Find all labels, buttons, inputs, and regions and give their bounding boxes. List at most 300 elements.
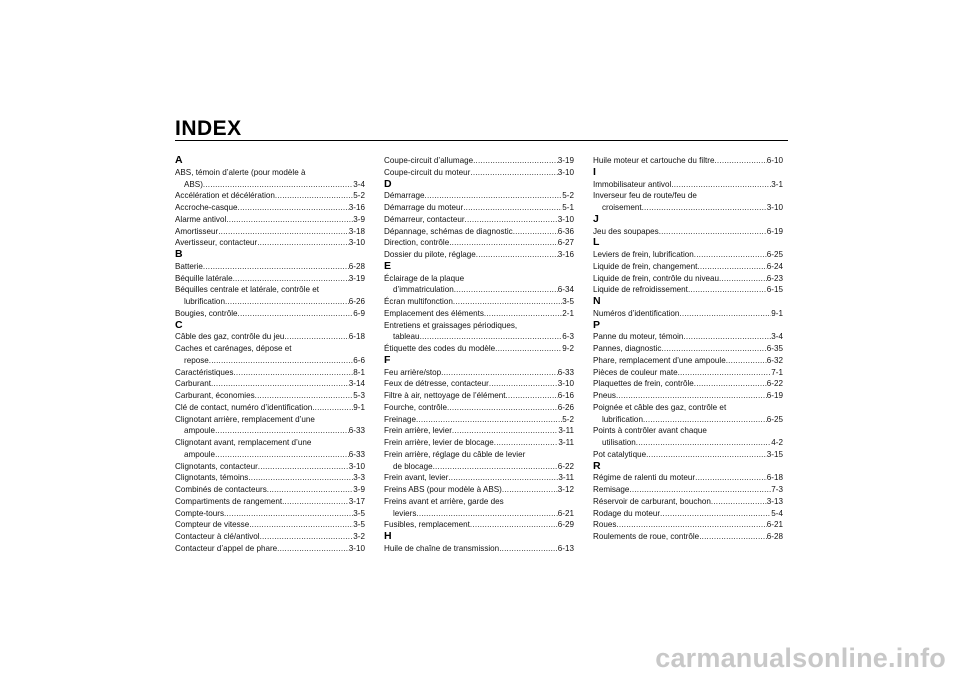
dot-leader [312, 402, 353, 414]
index-entry [175, 296, 365, 308]
index-entry [175, 190, 365, 202]
index-entry-text: Entretiens et graissages périodiques, [384, 320, 518, 330]
dot-leader [470, 519, 558, 531]
index-entry-page: 3-13 [766, 496, 783, 506]
index-entry [175, 214, 365, 226]
index-entry [593, 331, 783, 343]
index-entry-page: 7-1 [771, 367, 783, 377]
index-entry-text: Poignée et câble des gaz, contrôle et [593, 402, 727, 412]
dot-leader [499, 543, 558, 555]
index-entry-page: 3-2 [353, 532, 365, 541]
index-entry-page: 3-19 [557, 156, 574, 165]
index-section-letter: I [593, 165, 596, 178]
dot-leader [494, 437, 559, 449]
index-entry-page: 3-4 [353, 179, 365, 189]
index-entry-page: 3-10 [348, 461, 365, 471]
index-entry-label: Démarrage du moteur [384, 203, 464, 212]
index-entry-label: Démarrage [384, 191, 425, 201]
index-entry-label: Contacteur d’appel de phare [175, 543, 278, 553]
index-entry-label: Roulements de roue, contrôle [593, 532, 700, 541]
index-entry [593, 484, 783, 496]
index-entry-page: 3-14 [348, 379, 365, 389]
index-entry [175, 261, 365, 273]
index-entry-label: Frein avant, levier [384, 473, 449, 483]
index-entry-label: Remisage [593, 485, 630, 494]
index-entry [175, 202, 365, 214]
index-entry-label: Filtre à air, nettoyage de l’élément [384, 391, 506, 400]
dot-leader [629, 484, 771, 496]
index-entry-label: Frein arrière, levier de blocage [384, 438, 494, 447]
index-entry-label: Liquide de frein, changement [593, 261, 698, 271]
dot-leader [694, 249, 767, 261]
index-entry [593, 496, 783, 508]
index-entry-page: 5-2 [562, 414, 574, 424]
index-section-letter: L [593, 236, 600, 249]
index-entry-page: 6-28 [348, 261, 365, 271]
index-section-letter: H [384, 530, 392, 542]
index-entry [175, 484, 365, 496]
index-entry-page: 6-18 [348, 332, 365, 342]
index-entry-page: 6-6 [353, 355, 365, 365]
index-entry [384, 190, 574, 202]
index-entry [593, 355, 783, 367]
dot-leader [453, 296, 562, 308]
index-entry [593, 531, 783, 543]
index-entry-label: Fusibles, remplacement [384, 520, 470, 530]
index-entry-text: Clignotant avant, remplacement d’une [175, 438, 312, 447]
dot-leader [646, 449, 767, 461]
dot-leader [683, 331, 771, 343]
index-entry [175, 508, 365, 520]
index-entry-label: Feux de détresse, contacteur [384, 379, 489, 389]
index-entry-page: 6-21 [766, 520, 783, 530]
index-entry-label: Carburant [175, 379, 211, 389]
index-entry-page: 6-26 [348, 297, 365, 306]
index-entry [593, 249, 783, 261]
index-entry-page: 6-33 [348, 449, 365, 459]
index-entry [593, 367, 783, 379]
dot-leader [248, 472, 353, 484]
index-column-1 [175, 155, 365, 555]
index-entry [384, 543, 574, 555]
dot-leader [678, 367, 772, 379]
index-entry-page: 6-24 [766, 261, 783, 271]
dot-leader [416, 508, 557, 520]
index-entry-label: Jeu des soupapes [593, 226, 659, 236]
dot-leader [476, 249, 558, 261]
index-entry-page: 3-10 [557, 214, 574, 224]
index-section-letter: C [175, 318, 183, 331]
index-entry [175, 378, 365, 390]
index-entry-page: 3-5 [353, 520, 365, 530]
index-entry-label: ampoule [184, 449, 216, 459]
dot-leader [659, 226, 767, 238]
index-entry [593, 155, 783, 167]
index-entry-label: Huile moteur et cartouche du filtre [593, 156, 715, 165]
dot-leader [448, 472, 558, 484]
index-entry [175, 496, 365, 508]
index-entry-page: 5-3 [353, 391, 365, 400]
index-entry-label: tableau [393, 332, 420, 342]
dot-leader [238, 308, 354, 320]
index-entry-page: 6-15 [766, 285, 783, 295]
index-entry-label: Câble des gaz, contrôle du jeu [175, 332, 285, 342]
index-entry-page: 3-3 [353, 473, 365, 483]
index-entry-page: 6-25 [766, 250, 783, 259]
index-entry-page: 6-26 [557, 402, 574, 412]
index-entry-label: Batterie [175, 261, 203, 271]
index-entry [384, 226, 574, 238]
index-entry-label: de blocage [393, 461, 433, 471]
dot-leader [225, 296, 349, 308]
dot-leader [218, 226, 349, 238]
index-entry-text: Clignotant arrière, remplacement d’une [175, 414, 315, 424]
dot-leader [203, 179, 353, 191]
dot-leader [679, 308, 771, 320]
index-entry-label: ABS) [184, 179, 203, 189]
index-entry [593, 378, 783, 390]
index-entry [175, 472, 365, 484]
dot-leader [441, 367, 558, 379]
index-entry-label: Huile de chaîne de transmission [384, 543, 500, 553]
dot-leader [473, 155, 558, 167]
index-entry-label: Bougies, contrôle [175, 308, 238, 318]
dot-leader [489, 378, 558, 390]
index-entry-page: 3-4 [771, 332, 783, 342]
index-entry [384, 308, 574, 320]
watermark: carmanualsonline.info [655, 643, 946, 673]
dot-leader [255, 390, 354, 402]
index-entry-label: repose [184, 355, 209, 365]
index-entry [384, 202, 574, 214]
title-rule [175, 140, 788, 141]
index-entry [593, 449, 783, 461]
index-entry [175, 237, 365, 249]
index-entry-page: 6-10 [766, 156, 783, 165]
index-entry-page: 6-21 [557, 508, 574, 518]
index-entry [593, 343, 783, 355]
index-entry-label: Dossier du pilote, réglage [384, 250, 476, 259]
index-entry-page: 6-34 [557, 285, 574, 295]
index-entry-page: 3-11 [558, 473, 574, 483]
index-entry-text: Freins avant et arrière, garde des [384, 496, 504, 506]
index-entry-page: 6-27 [557, 238, 574, 248]
dot-leader [470, 167, 557, 179]
index-entry-label: leviers [393, 508, 417, 518]
index-entry-label: lubrification [184, 297, 225, 306]
index-entry-label: Pièces de couleur mate [593, 367, 678, 377]
index-section-letter: P [593, 318, 601, 331]
index-entry [175, 226, 365, 238]
index-entry-label: Compartiments de rangement [175, 496, 283, 506]
index-entry-page: 6-16 [557, 391, 574, 400]
index-entry [593, 273, 783, 285]
index-entry-page: 3-16 [348, 203, 365, 212]
index-entry-label: Régime de ralenti du moteur [593, 473, 696, 483]
index-entry [384, 378, 574, 390]
index-entry-label: Béquille latérale [175, 273, 233, 283]
index-entry-label: Combinés de contacteurs [175, 485, 267, 494]
index-entry [384, 414, 574, 426]
index-entry-label: ampoule [184, 426, 216, 436]
dot-leader [697, 261, 766, 273]
index-entry [384, 237, 574, 249]
index-entry [384, 461, 574, 473]
index-entry-label: Contacteur à clé/antivol [175, 532, 260, 541]
index-entry-page: 6-32 [766, 355, 783, 365]
index-entry [384, 167, 574, 179]
index-entry [175, 543, 365, 555]
index-entry [384, 214, 574, 226]
index-entry [384, 519, 574, 531]
index-entry-page: 5-1 [562, 203, 574, 212]
index-entry-label: Alarme antivol [175, 214, 227, 224]
dot-leader [249, 519, 353, 531]
index-entry-page: 6-25 [766, 414, 783, 424]
dot-leader [257, 237, 349, 249]
index-entry [384, 343, 574, 355]
index-entry-text: Éclairage de la plaque [384, 273, 465, 283]
index-entry [384, 402, 574, 414]
index-entry [175, 331, 365, 343]
index-entry [593, 390, 783, 402]
index-entry-label: Pneus [593, 391, 616, 400]
index-entry-label: Compteur de vitesse [175, 520, 250, 530]
index-entry-label: Numéros d’identification [593, 308, 680, 318]
index-entry-label: Pannes, diagnostic [593, 344, 662, 353]
dot-leader [454, 284, 558, 296]
index-entry-page: 6-29 [557, 520, 574, 530]
dot-leader [694, 378, 767, 390]
index-entry-label: Amortisseur [175, 226, 219, 236]
dot-leader [671, 179, 771, 191]
dot-leader [502, 484, 558, 496]
index-entry [384, 249, 574, 261]
dot-leader [711, 496, 767, 508]
dot-leader [660, 508, 771, 520]
index-entry-label: Phare, remplacement d’une ampoule [593, 355, 726, 365]
dot-leader [484, 308, 562, 320]
index-entry-page: 9-2 [562, 344, 574, 353]
dot-leader [719, 273, 767, 285]
index-section-letter: R [593, 459, 601, 472]
index-entry-text: Inverseur feu de route/feu de [593, 191, 697, 201]
index-entry-label: croisement [602, 203, 642, 212]
dot-leader [215, 449, 349, 461]
index-section-letter: N [593, 295, 601, 307]
index-entry-label: utilisation [602, 438, 636, 447]
index-entry [384, 425, 574, 437]
index-entry [593, 508, 783, 520]
index-entry-page: 6-36 [557, 226, 574, 236]
index-entry [593, 261, 783, 273]
index-entry-page: 6-23 [766, 273, 783, 283]
index-entry-page: 3-15 [766, 449, 783, 459]
index-entry-page: 6-28 [766, 532, 783, 541]
index-entry-label: Coupe-circuit du moteur [384, 167, 471, 177]
index-entry [384, 484, 574, 496]
index-entry-label: Roues [593, 520, 617, 530]
index-entry-page: 6-22 [557, 461, 574, 471]
index-entry-page: 3-10 [766, 203, 783, 212]
index-entry [593, 472, 783, 484]
dot-leader [714, 155, 766, 167]
index-entry-page: 6-33 [348, 426, 365, 436]
index-entry-text: Frein arrière, réglage du câble de levier [384, 449, 526, 459]
index-entry [175, 390, 365, 402]
index-entry-label: Accroche-casque [175, 203, 238, 212]
index-column-3 [593, 155, 783, 543]
dot-leader [233, 273, 349, 285]
index-entry-page: 6-13 [557, 543, 574, 553]
index-entry-label: Accélération et décélération [175, 191, 275, 201]
index-section-letter: E [384, 259, 392, 272]
index-entry-page: 3-11 [558, 438, 574, 447]
index-entry [175, 402, 365, 414]
index-entry [175, 425, 365, 437]
index-entry-page: 3-1 [771, 179, 783, 189]
index-entry-label: Panne du moteur, témoin [593, 332, 684, 342]
index-entry [175, 273, 365, 285]
index-entry-page: 4-2 [771, 438, 783, 447]
index-entry-page: 3-19 [348, 273, 365, 283]
index-entry-label: Freins ABS (pour modèle à ABS) [384, 485, 502, 494]
index-entry-label: Carburant, économies [175, 391, 255, 400]
dot-leader [284, 331, 348, 343]
index-entry-label: Caractéristiques [175, 367, 234, 377]
dot-leader [425, 190, 563, 202]
index-entry-label: Feu arrière/stop [384, 367, 442, 377]
index-entry-label: Frein arrière, levier [384, 426, 452, 436]
index-entry-page: 6-3 [562, 332, 574, 342]
index-entry-label: Réservoir de carburant, bouchon [593, 496, 711, 506]
index-entry-page: 6-22 [766, 379, 783, 389]
index-entry-page: 5-2 [353, 191, 365, 201]
dot-leader [449, 237, 558, 249]
dot-leader [203, 261, 349, 273]
index-entry [593, 284, 783, 296]
index-entry-label: Coupe-circuit d’allumage [384, 156, 474, 165]
index-entry-label: Liquide de refroidissement [593, 285, 688, 295]
index-entry-label: Clé de contact, numéro d’identification [175, 402, 313, 412]
dot-leader [275, 190, 353, 202]
index-entry-label: Démarreur, contacteur [384, 214, 465, 224]
index-entry [384, 367, 574, 379]
index-entry-page: 3-10 [348, 543, 365, 553]
index-section-letter: D [384, 177, 392, 190]
dot-leader [513, 226, 558, 238]
dot-leader [726, 355, 767, 367]
index-entry-label: Pot catalytique [593, 449, 647, 459]
dot-leader [282, 496, 349, 508]
dot-leader [452, 425, 558, 437]
index-entry [593, 202, 783, 214]
index-entry [593, 437, 783, 449]
index-entry-label: d’immatriculation [393, 285, 454, 295]
index-entry-page: 9-1 [353, 402, 365, 412]
dot-leader [616, 519, 766, 531]
index-section-letter: J [593, 212, 599, 225]
dot-leader [463, 202, 562, 214]
index-entry-text: Caches et carénages, dépose et [175, 344, 292, 353]
index-entry [384, 155, 574, 167]
index-entry [175, 355, 365, 367]
dot-leader [642, 202, 767, 214]
index-entry-page: 6-18 [766, 473, 783, 483]
dot-leader [505, 390, 557, 402]
index-entry-label: Étiquette des codes du modèle [384, 344, 496, 353]
index-entry-page: 3-10 [557, 379, 574, 389]
dot-leader [277, 543, 349, 555]
index-entry [175, 367, 365, 379]
index-entry-page: 6-35 [766, 344, 783, 353]
index-column-2 [384, 155, 574, 555]
dot-leader [267, 484, 354, 496]
index-entry-page: 6-19 [766, 226, 783, 236]
index-entry-label: Compte-tours [175, 508, 225, 518]
dot-leader [211, 378, 349, 390]
index-entry [593, 519, 783, 531]
index-entry [593, 308, 783, 320]
index-entry-page: 6-33 [557, 367, 574, 377]
dot-leader [661, 343, 766, 355]
index-entry-text: ABS, témoin d’alerte (pour modèle à [175, 167, 306, 177]
index-entry [384, 331, 574, 343]
index-entry-page: 5-4 [771, 508, 783, 518]
index-entry-page: 3-17 [348, 496, 365, 506]
index-entry-label: Écran multifonction [384, 297, 453, 306]
dot-leader [643, 414, 767, 426]
index-entry-label: Dépannage, schémas de diagnostic [384, 226, 513, 236]
index-entry [175, 519, 365, 531]
index-entry [175, 308, 365, 320]
index-entry [175, 449, 365, 461]
dot-leader [226, 214, 353, 226]
index-entry-page: 3-10 [557, 167, 574, 177]
index-entry-label: Fourche, contrôle [384, 402, 447, 412]
index-entry-page: 6-19 [766, 391, 783, 400]
index-entry-label: Leviers de frein, lubrification [593, 250, 694, 259]
index-entry-page: 3-9 [353, 485, 365, 494]
index-entry-page: 9-1 [771, 308, 783, 318]
dot-leader [233, 367, 353, 379]
index-entry-label: Direction, contrôle [384, 238, 450, 248]
index-entry-text: Points à contrôler avant chaque [593, 426, 707, 436]
index-entry-label: Clignotants, contacteur [175, 461, 258, 471]
dot-leader [447, 402, 558, 414]
dot-leader [260, 531, 354, 543]
index-entry-page: 3-12 [557, 485, 574, 494]
index-entry-label: Clignotants, témoins [175, 473, 249, 483]
dot-leader [258, 461, 349, 473]
index-entry-label: Plaquettes de frein, contrôle [593, 379, 694, 389]
dot-leader [636, 437, 772, 449]
dot-leader [688, 284, 767, 296]
index-section-letter: F [384, 353, 391, 366]
index-entry-page: 3-9 [353, 214, 365, 224]
index-entry-label: Emplacement des éléments [384, 308, 484, 318]
index-entry [384, 296, 574, 308]
dot-leader [416, 414, 562, 426]
index-section-letter: B [175, 248, 183, 260]
index-entry-label: Avertisseur, contacteur [175, 238, 258, 248]
index-entry-label: Liquide de frein, contrôle du niveau [593, 273, 719, 283]
index-entry-page: 2-1 [562, 308, 574, 318]
index-entry-label: lubrification [602, 414, 643, 424]
index-entry-label: Rodage du moteur [593, 508, 661, 518]
index-entry [384, 437, 574, 449]
index-entry-label: Freinage [384, 414, 416, 424]
